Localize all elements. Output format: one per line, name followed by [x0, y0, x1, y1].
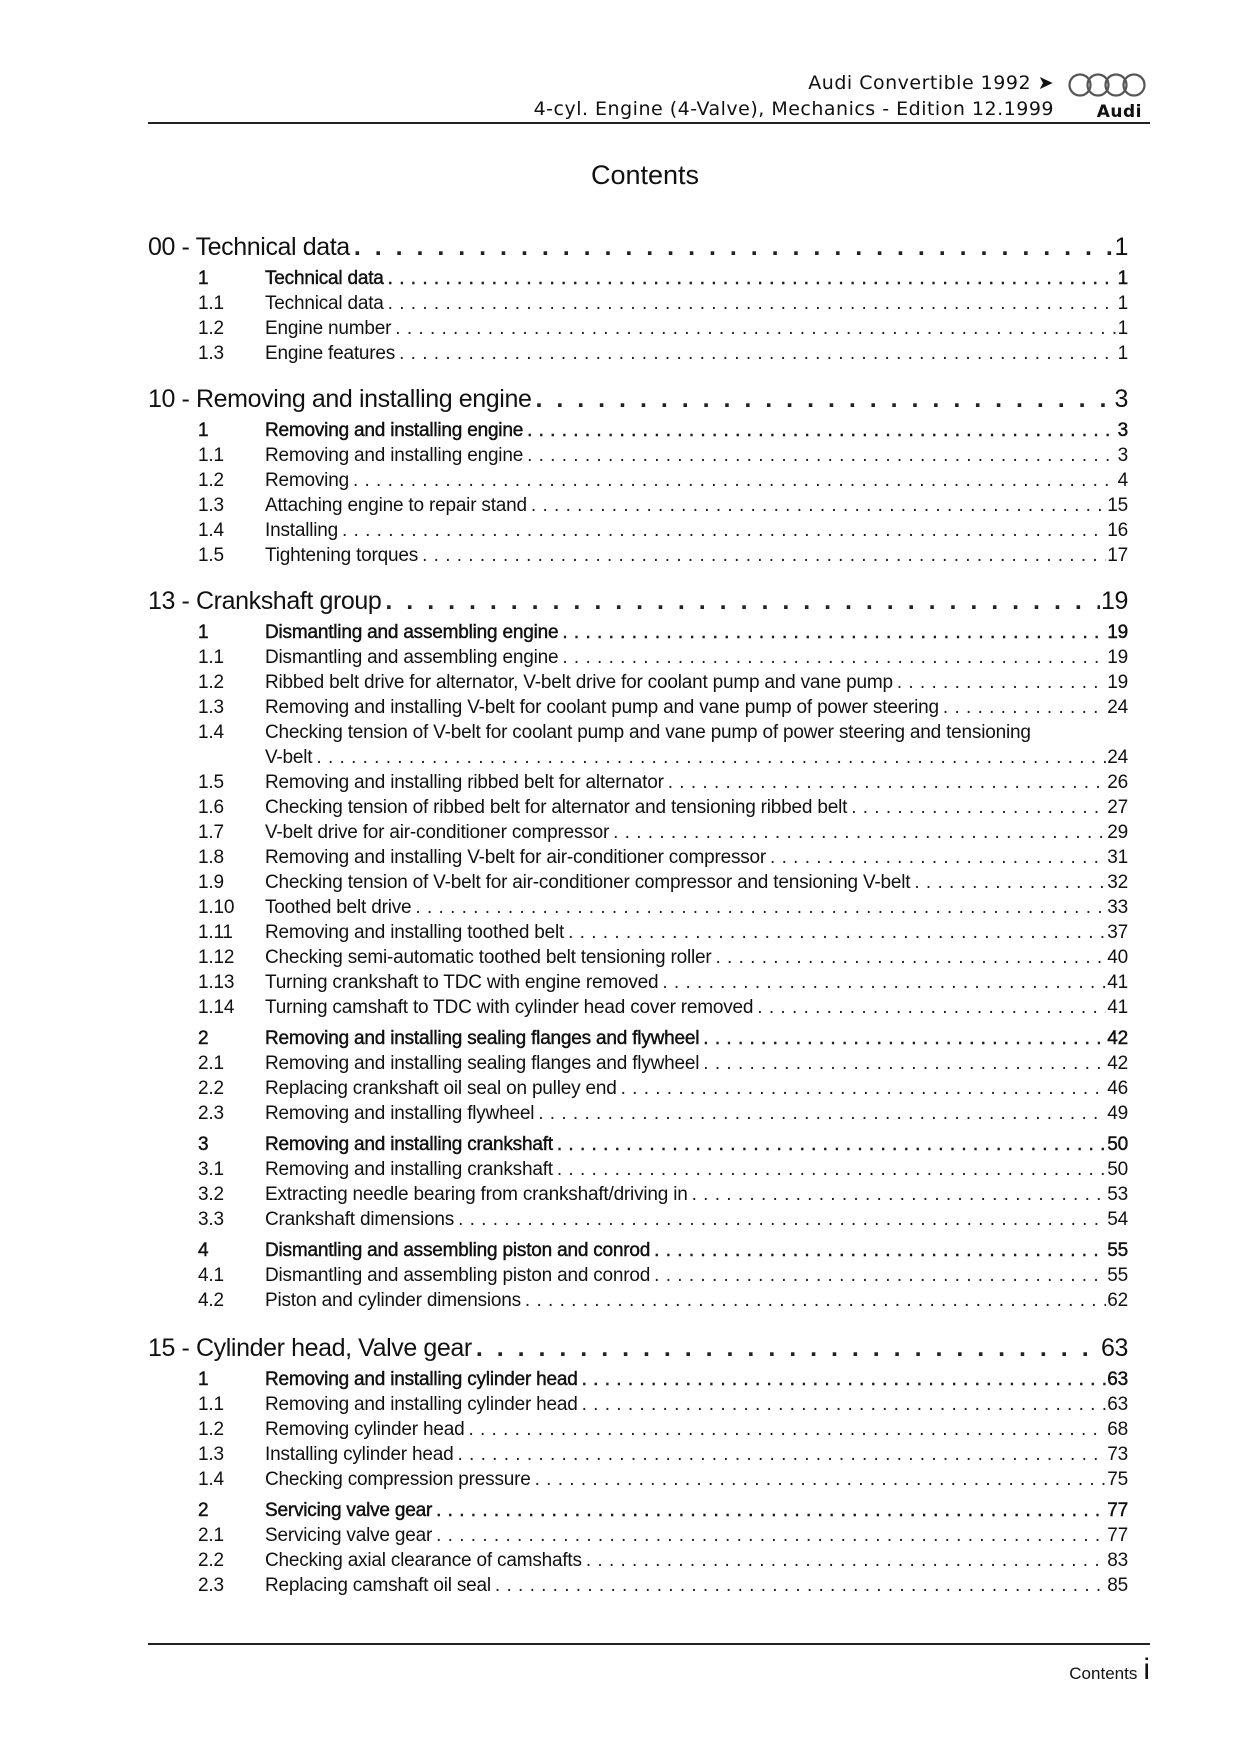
toc-subsection[interactable] — [148, 1051, 1128, 1076]
section-title: V-belt drive for air-conditioner compressor — [265, 822, 610, 843]
section-number: 1.14 — [198, 997, 235, 1018]
page-number: 19 — [1107, 672, 1128, 693]
toc-subsection[interactable] — [148, 770, 1128, 795]
page-number: 83 — [1107, 1550, 1128, 1571]
section-number: 1.3 — [198, 343, 224, 364]
section-number: 1.1 — [198, 293, 224, 314]
section-title: Checking compression pressure — [265, 1469, 531, 1490]
dot-leader — [703, 1026, 1106, 1051]
toc-subsection[interactable] — [148, 1076, 1128, 1101]
toc-subsection[interactable] — [148, 1288, 1128, 1313]
toc-subsection[interactable] — [148, 870, 1128, 895]
page-number: 19 — [1100, 587, 1128, 615]
dot-leader — [495, 1573, 1106, 1598]
toc-subsection[interactable] — [148, 1101, 1128, 1126]
dot-leader — [527, 443, 1117, 468]
page-number: 29 — [1107, 822, 1128, 843]
section-title: Removing and installing flywheel — [265, 1103, 535, 1124]
page-header — [148, 70, 1150, 124]
toc-subsection[interactable] — [148, 1548, 1128, 1573]
dot-leader — [385, 584, 1100, 618]
section-number: 1.12 — [198, 947, 235, 968]
dot-leader — [562, 645, 1106, 670]
dot-leader — [582, 1367, 1107, 1392]
page-number: 42 — [1107, 1053, 1128, 1074]
dot-leader — [703, 1051, 1106, 1076]
section-number: 1.2 — [198, 1419, 224, 1440]
audi-four-rings-icon — [1066, 72, 1150, 98]
toc-section[interactable] — [148, 418, 1128, 443]
section-title: Servicing valve gear — [265, 1525, 433, 1546]
section-number: 1.6 — [198, 797, 224, 818]
dot-leader — [621, 1076, 1107, 1101]
page-number: 68 — [1107, 1419, 1128, 1440]
toc-subsection[interactable] — [148, 1207, 1128, 1232]
dot-leader — [851, 795, 1106, 820]
section-title: Checking tension of V-belt for air-conditioner compressor and tensioning V-belt — [265, 872, 911, 893]
section-number: 2.2 — [198, 1078, 224, 1099]
page-number: 75 — [1107, 1469, 1128, 1490]
section-title: Turning camshaft to TDC with cylinder head cover removed — [265, 997, 754, 1018]
page-number: 46 — [1107, 1078, 1128, 1099]
dot-leader — [436, 1523, 1106, 1548]
page-title: Contents — [590, 160, 700, 190]
toc-chapter-00[interactable] — [148, 230, 1128, 264]
toc-subsection[interactable] — [148, 341, 1128, 366]
dot-leader — [436, 1498, 1106, 1523]
arrow-right-icon: ➤ — [1037, 72, 1054, 94]
section-number: 3.3 — [198, 1209, 224, 1230]
section-title: Installing cylinder head — [265, 1444, 454, 1465]
section-number: 1.4 — [198, 520, 224, 541]
page-number: 31 — [1107, 847, 1128, 868]
toc-subsection[interactable] — [148, 945, 1128, 970]
page-number: 27 — [1107, 797, 1128, 818]
section-number: 1.2 — [198, 318, 224, 339]
toc-chapter-13[interactable] — [148, 584, 1128, 618]
dot-leader — [770, 845, 1106, 870]
toc-section[interactable] — [148, 1498, 1128, 1523]
header-divider — [148, 122, 1150, 124]
page-number: 3 — [1114, 385, 1128, 413]
page-number: 1 — [1114, 233, 1128, 261]
dot-leader — [388, 291, 1117, 316]
toc-subsection[interactable] — [148, 1467, 1128, 1492]
section-number: 2 — [198, 1500, 209, 1521]
toc-subsection[interactable] — [148, 670, 1128, 695]
dot-leader — [395, 316, 1116, 341]
toc-section[interactable] — [148, 1238, 1128, 1263]
section-number: 3 — [198, 1134, 209, 1155]
section-number: 1.2 — [198, 672, 224, 693]
section-number: 1.4 — [198, 722, 224, 743]
section-number: 1.3 — [198, 697, 224, 718]
dot-leader — [586, 1548, 1106, 1573]
section-number: 1 — [198, 622, 209, 643]
section-title: Removing and installing engine — [265, 420, 524, 441]
section-title: Dismantling and assembling engine — [265, 647, 559, 668]
section-title: Technical data — [265, 268, 384, 289]
dot-leader — [422, 543, 1106, 568]
footer-label: Contents — [1069, 1664, 1138, 1683]
section-number: 1.10 — [198, 897, 235, 918]
page-number: 33 — [1107, 897, 1128, 918]
chapter-title: 00 - Technical data — [148, 233, 350, 261]
dot-leader — [354, 230, 1114, 264]
page-number: 24 — [1107, 747, 1128, 768]
page-number: 1 — [1117, 293, 1128, 314]
toc-subsection[interactable] — [148, 695, 1128, 720]
section-title: Removing and installing sealing flanges and flywheel — [265, 1053, 700, 1074]
header-model-text: Audi Convertible 1992 — [808, 72, 1032, 94]
page-number: 15 — [1107, 495, 1128, 516]
dot-leader — [654, 1263, 1106, 1288]
section-title: Technical data — [265, 293, 384, 314]
section-number: 1.1 — [198, 1394, 224, 1415]
section-title: Removing and installing engine — [265, 445, 524, 466]
page-number: 41 — [1107, 972, 1128, 993]
section-title: Removing — [265, 470, 349, 491]
audi-logo-text: Audi — [1096, 102, 1142, 122]
header-text — [534, 70, 1054, 122]
page-number: 49 — [1107, 1103, 1128, 1124]
section-number: 1.1 — [198, 647, 224, 668]
toc-section[interactable] — [148, 620, 1128, 645]
section-title: Removing and installing cylinder head — [265, 1369, 578, 1390]
dot-leader — [538, 1101, 1106, 1126]
page-number: 16 — [1107, 520, 1128, 541]
dot-leader — [692, 1182, 1107, 1207]
section-title: Removing and installing ribbed belt for alternator — [265, 772, 664, 793]
section-title: Checking tension of ribbed belt for alternator and tensioning ribbed belt — [265, 797, 848, 818]
page-number: 3 — [1117, 420, 1128, 441]
toc-subsection[interactable] — [148, 1157, 1128, 1182]
dot-leader — [568, 920, 1106, 945]
dot-leader — [316, 745, 1106, 770]
audi-logo — [1066, 72, 1150, 122]
toc-subsection[interactable] — [148, 493, 1128, 518]
section-number: 4.1 — [198, 1265, 224, 1286]
toc-subsection[interactable] — [148, 1182, 1128, 1207]
section-title: Installing — [265, 520, 338, 541]
toc-subsection[interactable] — [148, 316, 1128, 341]
section-title: Ribbed belt drive for alternator, V-belt drive for coolant pump and vane pump — [265, 672, 893, 693]
section-number: 2.2 — [198, 1550, 224, 1571]
toc-subsection[interactable] — [148, 895, 1128, 920]
dot-leader — [914, 870, 1106, 895]
section-number: 1.3 — [198, 495, 224, 516]
section-number: 1.13 — [198, 972, 235, 993]
toc-subsection[interactable] — [148, 1523, 1128, 1548]
toc-section[interactable] — [148, 1026, 1128, 1051]
section-title: Engine number — [265, 318, 392, 339]
section-number: 3.1 — [198, 1159, 224, 1180]
toc-subsection[interactable] — [148, 645, 1128, 670]
section-title: Crankshaft dimensions — [265, 1209, 455, 1230]
section-number: 2.1 — [198, 1053, 224, 1074]
page-number: 50 — [1107, 1159, 1128, 1180]
table-of-contents — [148, 230, 1128, 1598]
section-title: Checking axial clearance of camshafts — [265, 1550, 582, 1571]
toc-subsection[interactable] — [148, 468, 1128, 493]
header-model — [534, 70, 1054, 96]
section-number: 1.5 — [198, 545, 224, 566]
page-number: 77 — [1107, 1525, 1128, 1546]
page-number: 85 — [1107, 1575, 1128, 1596]
section-title: Dismantling and assembling piston and conrod — [265, 1265, 651, 1286]
page-number: 50 — [1107, 1134, 1128, 1155]
section-number: 1.7 — [198, 822, 224, 843]
dot-leader — [415, 895, 1106, 920]
section-title: Dismantling and assembling engine — [265, 622, 559, 643]
section-title: Removing cylinder head — [265, 1419, 465, 1440]
section-title: Removing and installing V-belt for air-conditioner compressor — [265, 847, 767, 868]
toc-subsection[interactable] — [148, 443, 1128, 468]
dot-leader — [582, 1392, 1107, 1417]
section-title: Toothed belt drive — [265, 897, 412, 918]
toc-section[interactable] — [148, 1132, 1128, 1157]
section-title: Engine features — [265, 343, 396, 364]
section-number: 1 — [198, 268, 209, 289]
dot-leader — [562, 620, 1106, 645]
dot-leader — [342, 518, 1106, 543]
page-number: 1 — [1117, 343, 1128, 364]
dot-leader — [757, 995, 1106, 1020]
section-number: 1.11 — [198, 922, 233, 943]
page-number: 42 — [1107, 1028, 1128, 1049]
dot-leader — [531, 493, 1106, 518]
section-title: Removing and installing sealing flanges and flywheel — [265, 1028, 700, 1049]
section-number: 1.8 — [198, 847, 224, 868]
section-number: 2 — [198, 1028, 209, 1049]
page-number: 55 — [1107, 1265, 1128, 1286]
page-number: 55 — [1107, 1240, 1128, 1261]
toc-section[interactable] — [148, 1367, 1128, 1392]
dot-leader — [399, 341, 1117, 366]
dot-leader — [535, 1467, 1107, 1492]
section-number: 1.2 — [198, 470, 224, 491]
page-number: 77 — [1107, 1500, 1128, 1521]
toc-subsection[interactable] — [148, 1417, 1128, 1442]
page-number: 53 — [1107, 1184, 1128, 1205]
section-title: Checking semi-automatic toothed belt tensioning roller — [265, 947, 712, 968]
section-number: 3.2 — [198, 1184, 224, 1205]
section-number: 2.1 — [198, 1525, 224, 1546]
section-number: 1.1 — [198, 445, 224, 466]
dot-leader — [716, 945, 1107, 970]
section-title: Extracting needle bearing from crankshaft/driving in — [265, 1184, 688, 1205]
dot-leader — [943, 695, 1106, 720]
page-number: 40 — [1107, 947, 1128, 968]
section-number: 1 — [198, 420, 209, 441]
dot-leader — [458, 1207, 1106, 1232]
section-title: Tightening torques — [265, 545, 419, 566]
page-number: 62 — [1107, 1290, 1128, 1311]
chapter-title: 10 - Removing and installing engine — [148, 385, 532, 413]
toc-subsection[interactable] — [148, 720, 1128, 770]
chapter-title: 15 - Cylinder head, Valve gear — [148, 1334, 472, 1362]
dot-leader — [388, 266, 1117, 291]
section-number: 2.3 — [198, 1103, 224, 1124]
toc-subsection[interactable] — [148, 820, 1128, 845]
page-number: 3 — [1117, 445, 1128, 466]
footer-page-number: i — [1143, 1653, 1150, 1686]
dot-leader — [468, 1417, 1106, 1442]
dot-leader — [654, 1238, 1106, 1263]
toc-chapter-10[interactable] — [148, 382, 1128, 416]
toc-subsection[interactable] — [148, 1573, 1128, 1598]
section-title: Servicing valve gear — [265, 1500, 433, 1521]
section-number: 1.3 — [198, 1444, 224, 1465]
toc-subsection[interactable] — [148, 1442, 1128, 1467]
dot-leader — [557, 1132, 1106, 1157]
section-title: Attaching engine to repair stand — [265, 495, 527, 516]
toc-subsection[interactable] — [148, 1392, 1128, 1417]
page-number: 26 — [1107, 772, 1128, 793]
toc-subsection[interactable] — [148, 518, 1128, 543]
section-title: Piston and cylinder dimensions — [265, 1290, 521, 1311]
page-number: 1 — [1117, 268, 1128, 289]
dot-leader — [662, 970, 1106, 995]
section-title: Checking tension of V-belt for coolant pump and vane pump of power steering and tensioning — [265, 722, 1031, 743]
dot-leader — [557, 1157, 1106, 1182]
toc-subsection[interactable] — [148, 543, 1128, 568]
section-number: 1.9 — [198, 872, 224, 893]
dot-leader — [527, 418, 1117, 443]
section-title-continued: V-belt — [265, 747, 313, 768]
page-number: 17 — [1107, 545, 1128, 566]
section-title: Removing and installing crankshaft — [265, 1159, 553, 1180]
dot-leader — [525, 1288, 1106, 1313]
section-title: Replacing crankshaft oil seal on pulley end — [265, 1078, 617, 1099]
page-number: 19 — [1107, 622, 1128, 643]
page-number: 1 — [1117, 318, 1128, 339]
toc-subsection[interactable] — [148, 1263, 1128, 1288]
section-title: Turning crankshaft to TDC with engine removed — [265, 972, 659, 993]
dot-leader — [668, 770, 1107, 795]
dot-leader — [476, 1331, 1100, 1365]
toc-chapter-15[interactable] — [148, 1331, 1128, 1365]
dot-leader — [457, 1442, 1106, 1467]
toc-subsection[interactable] — [148, 795, 1128, 820]
page-number: 32 — [1107, 872, 1128, 893]
dot-leader — [897, 670, 1106, 695]
toc-subsection[interactable] — [148, 920, 1128, 945]
dot-leader — [613, 820, 1106, 845]
toc-subsection[interactable] — [148, 995, 1128, 1020]
section-title: Removing and installing V-belt for coolant pump and vane pump of power steering — [265, 697, 939, 718]
section-number: 4 — [198, 1240, 209, 1261]
section-number: 2.3 — [198, 1575, 224, 1596]
section-number: 4.2 — [198, 1290, 224, 1311]
section-title: Removing and installing crankshaft — [265, 1134, 553, 1155]
section-title: Removing and installing cylinder head — [265, 1394, 578, 1415]
section-title: Removing and installing toothed belt — [265, 922, 565, 943]
page-number: 63 — [1107, 1394, 1128, 1415]
dot-leader — [353, 468, 1117, 493]
page-number: 4 — [1117, 470, 1128, 491]
section-number: 1.4 — [198, 1469, 224, 1490]
section-title: Replacing camshaft oil seal — [265, 1575, 491, 1596]
toc-subsection[interactable] — [148, 291, 1128, 316]
page-number: 63 — [1107, 1369, 1128, 1390]
header-edition: 4-cyl. Engine (4-Valve), Mechanics - Edition 12.1999 — [533, 98, 1054, 120]
section-number: 1.5 — [198, 772, 224, 793]
section-title: Dismantling and assembling piston and conrod — [265, 1240, 651, 1261]
footer-divider — [148, 1643, 1150, 1645]
toc-subsection[interactable] — [148, 970, 1128, 995]
toc-section[interactable] — [148, 266, 1128, 291]
toc-subsection[interactable] — [148, 845, 1128, 870]
page-footer — [1069, 1655, 1150, 1685]
page-number: 41 — [1107, 997, 1128, 1018]
page-number: 54 — [1107, 1209, 1128, 1230]
section-number: 1 — [198, 1369, 209, 1390]
chapter-title: 13 - Crankshaft group — [148, 587, 382, 615]
dot-leader — [535, 382, 1113, 416]
page-number: 37 — [1107, 922, 1128, 943]
page-number: 63 — [1100, 1334, 1128, 1362]
page-number: 24 — [1107, 697, 1128, 718]
page-number: 73 — [1107, 1444, 1128, 1465]
page-number: 19 — [1107, 647, 1128, 668]
